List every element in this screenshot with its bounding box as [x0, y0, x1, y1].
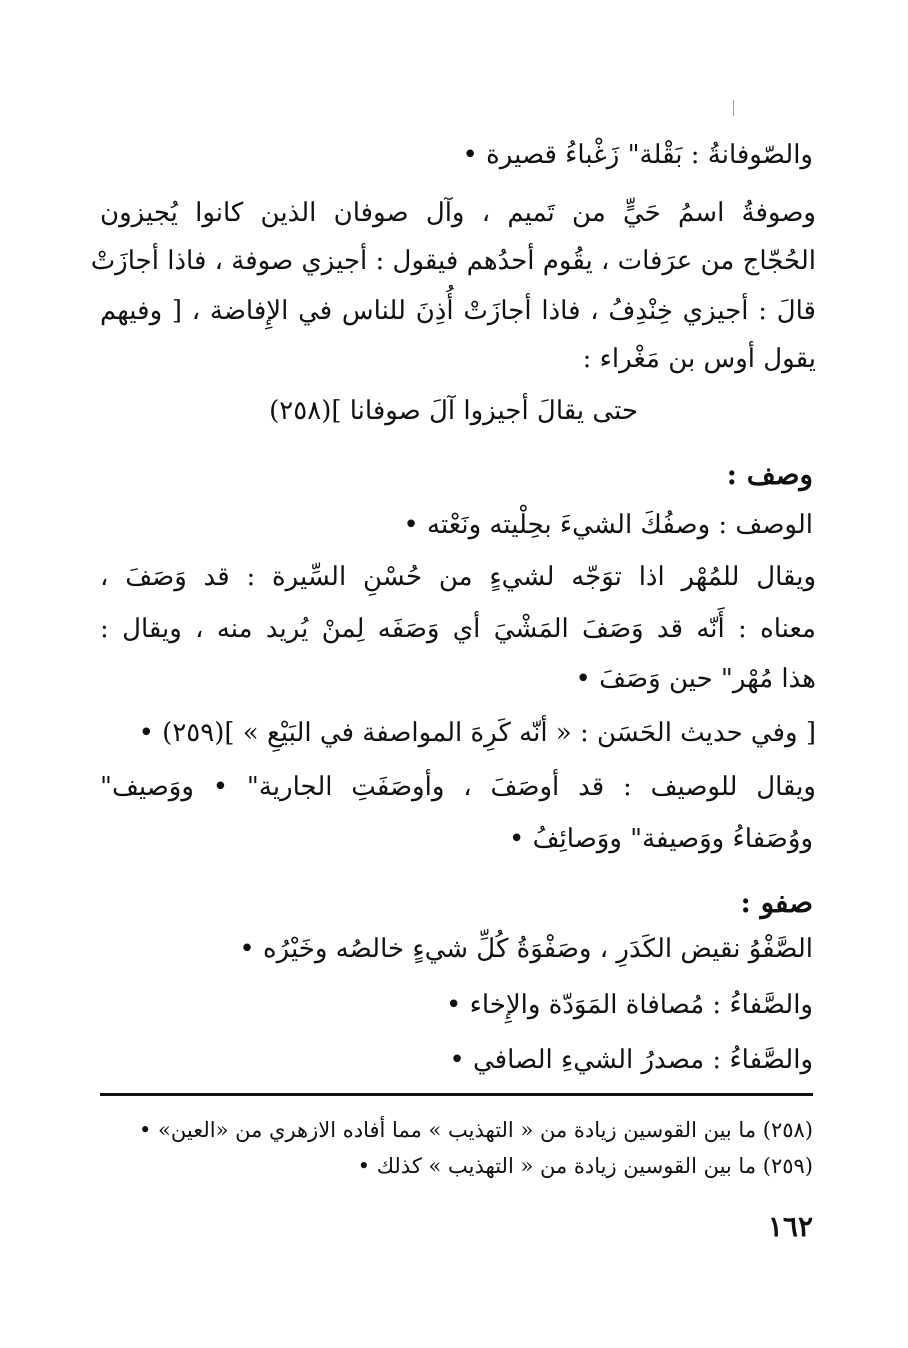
footnote: (٢٥٩) ما بين القوسين زيادة من « التهذيب » كذلك •: [357, 1154, 813, 1178]
text-line: يقول أوس بن مَغْراء :: [582, 344, 816, 374]
text-line: معناه : أَنّه قد وَصَفَ المَشْيَ أي وَصَفَه لِمنْ يُريد منه ، ويقال :: [100, 614, 816, 644]
text-line: وصوفةُ اسمُ حَيٍّ من تَميم ، وآل صوفان الذين كانوا يُجيزون: [100, 198, 816, 228]
text-line: ويقال للوصيف : قد أوصَفَ ، وأوصَفَتِ الجارية" • ووَصيف": [100, 772, 816, 802]
text-line: الحُجّاج من عرَفات ، يقُوم أحدُهم فيقول : أجيزي صوفة ، فاذا أجازَتْ: [90, 246, 816, 276]
text-line: هذا مُهْر" حين وَصَفَ •: [575, 664, 816, 694]
text-line: والصَّفاءُ : مُصافاة المَوَدّة والإِخاء •: [446, 990, 813, 1020]
text-line: ووُصَفاءُ ووَصيفة" ووَصائِفُ •: [509, 824, 813, 854]
text-line: قالَ : أجيزي خِنْدِفُ ، فاذا أجازَتْ أُذِنَ للناس في الإِفاضة ، [ وفيهم: [100, 296, 816, 326]
entry-heading: صفو :: [740, 886, 813, 919]
text-line: والصَّفاءُ : مصدرُ الشيءِ الصافي •: [449, 1045, 813, 1075]
footnote-rule: [100, 1093, 813, 1096]
page-number: ١٦٢: [767, 1210, 813, 1243]
verse-line: حتى يقالَ أجيزوا آلَ صوفانا ](٢٥٨): [269, 396, 638, 426]
text-line: [ وفي حديث الحَسَن : « أنّه كَرِهَ المواصفة في البَيْعِ » ](٢٥٩) •: [138, 718, 816, 748]
text-line: ويقال للمُهْر اذا توَجّه لشيءٍ من حُسْنِ السِّيرة : قد وَصَفَ ،: [100, 562, 816, 592]
text-line: الصَّفْوُ نقيض الكَدَرِ ، وصَفْوَةُ كُلِّ شيءٍ خالصُه وخَيْرُه •: [239, 934, 813, 964]
text-line: والصّوفانةُ : بَقْلة" زَغْباءُ قصيرة •: [462, 140, 813, 170]
text-line: الوصف : وصفُكَ الشيءَ بحِلْيته ونَعْته •: [403, 510, 813, 540]
entry-heading: وصف :: [726, 458, 813, 491]
footnote: (٢٥٨) ما بين القوسين زيادة من « التهذيب » مما أفاده الازهري من «العين» •: [138, 1118, 813, 1142]
margin-mark: [733, 100, 734, 116]
